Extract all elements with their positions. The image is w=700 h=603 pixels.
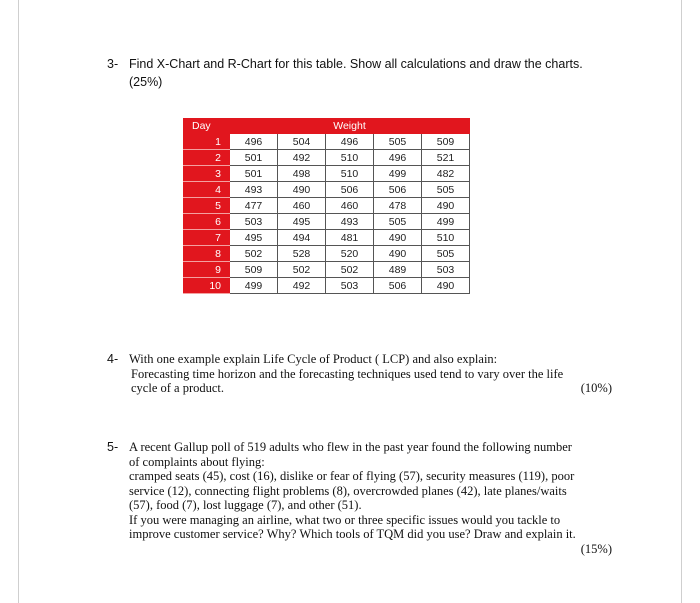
weight-cell: 490	[374, 230, 422, 246]
day-cell: 5	[184, 198, 230, 214]
weight-cell: 496	[326, 134, 374, 150]
question-4-line-2: Forecasting time horizon and the forecasting techniques used tend to vary over the life	[131, 366, 564, 381]
weight-cell: 528	[278, 246, 326, 262]
day-header: Day	[184, 119, 230, 134]
question-5-number: 5-	[107, 440, 119, 454]
weight-cell: 490	[374, 246, 422, 262]
weight-cell: 504	[278, 134, 326, 150]
weight-cell: 499	[374, 166, 422, 182]
weight-cell: 499	[230, 278, 278, 294]
weight-cell: 510	[422, 230, 470, 246]
day-cell: 2	[184, 150, 230, 166]
table-row	[184, 166, 470, 182]
question-4-percent: (10%)	[580, 381, 612, 395]
weight-cell: 501	[230, 150, 278, 166]
weight-cell: 492	[278, 150, 326, 166]
weight-cell: 503	[422, 262, 470, 278]
question-4	[107, 352, 612, 396]
weight-cell: 477	[230, 198, 278, 214]
question-5-line-5: (57), food (7), lost luggage (7), and other (51).	[129, 498, 362, 512]
weight-cell: 505	[374, 134, 422, 150]
weight-cell: 493	[230, 182, 278, 198]
question-3	[107, 55, 627, 91]
question-5-line-3: cramped seats (45), cost (16), dislike or fear of flying (57), security measures (119), poor	[129, 469, 575, 483]
day-cell: 3	[184, 166, 230, 182]
day-cell: 4	[184, 182, 230, 198]
weight-cell: 478	[374, 198, 422, 214]
left-page-edge	[18, 0, 19, 603]
weight-cell: 505	[374, 214, 422, 230]
weight-cell: 498	[278, 166, 326, 182]
weight-cell: 489	[374, 262, 422, 278]
right-page-edge	[681, 0, 682, 603]
table-row	[184, 230, 470, 246]
question-4-line-3: cycle of a product.	[131, 381, 225, 395]
table-row	[184, 278, 470, 294]
question-5-line-2: of complaints about flying:	[129, 454, 265, 469]
question-4-number: 4-	[107, 352, 119, 366]
day-cell: 10	[184, 278, 230, 294]
weight-cell: 510	[326, 150, 374, 166]
weight-cell: 502	[326, 262, 374, 278]
weight-cell: 460	[326, 198, 374, 214]
question-5-line-6: If you were managing an airline, what two or three specific issues would you tackle to	[129, 512, 561, 527]
weight-cell: 495	[278, 214, 326, 230]
weight-cell: 505	[422, 182, 470, 198]
day-cell: 9	[184, 262, 230, 278]
weight-cell: 503	[230, 214, 278, 230]
weight-cell: 496	[374, 150, 422, 166]
question-5-line-1: A recent Gallup poll of 519 adults who flew in the past year found the following number	[129, 440, 572, 454]
weight-cell: 502	[230, 246, 278, 262]
weight-cell: 521	[422, 150, 470, 166]
day-cell: 7	[184, 230, 230, 246]
question-3-percent: (25%)	[129, 75, 163, 89]
table-row	[184, 182, 470, 198]
weight-cell: 501	[230, 166, 278, 182]
question-5-line-7: improve customer service? Why? Which tools of TQM did you use? Draw and explain it.	[129, 527, 576, 541]
weight-cell: 494	[278, 230, 326, 246]
weight-cell: 503	[326, 278, 374, 294]
weight-cell: 482	[422, 166, 470, 182]
question-3-text: Find X-Chart and R-Chart for this table. Show all calculations and draw the charts.	[129, 57, 583, 71]
weight-cell: 495	[230, 230, 278, 246]
weight-cell: 492	[278, 278, 326, 294]
question-3-number: 3-	[107, 57, 119, 71]
weight-cell: 481	[326, 230, 374, 246]
table-row	[184, 198, 470, 214]
question-5	[107, 440, 612, 556]
question-4-line-1: With one example explain Life Cycle of Product ( LCP) and also explain:	[129, 352, 498, 366]
weight-cell: 499	[422, 214, 470, 230]
day-cell: 8	[184, 246, 230, 262]
day-cell: 6	[184, 214, 230, 230]
weight-cell: 490	[278, 182, 326, 198]
table-body	[184, 134, 470, 294]
weight-cell: 505	[422, 246, 470, 262]
table-row	[184, 134, 470, 150]
table-row	[184, 214, 470, 230]
weight-table	[183, 118, 470, 294]
table-row	[184, 262, 470, 278]
question-5-percent: (15%)	[580, 541, 612, 556]
table-header-row	[184, 119, 470, 134]
table-row	[184, 246, 470, 262]
weight-cell: 460	[278, 198, 326, 214]
weight-cell: 509	[230, 262, 278, 278]
weight-header: Weight	[230, 119, 470, 134]
weight-cell: 490	[422, 278, 470, 294]
weight-cell: 502	[278, 262, 326, 278]
question-5-line-4: service (12), connecting flight problems (8), overcrowded planes (42), late planes/waits	[129, 483, 567, 498]
weight-cell: 490	[422, 198, 470, 214]
weight-cell: 506	[326, 182, 374, 198]
weight-cell: 506	[374, 278, 422, 294]
weight-cell: 506	[374, 182, 422, 198]
table-row	[184, 150, 470, 166]
day-cell: 1	[184, 134, 230, 150]
weight-cell: 509	[422, 134, 470, 150]
weight-cell: 510	[326, 166, 374, 182]
weight-cell: 520	[326, 246, 374, 262]
weight-cell: 496	[230, 134, 278, 150]
weight-cell: 493	[326, 214, 374, 230]
